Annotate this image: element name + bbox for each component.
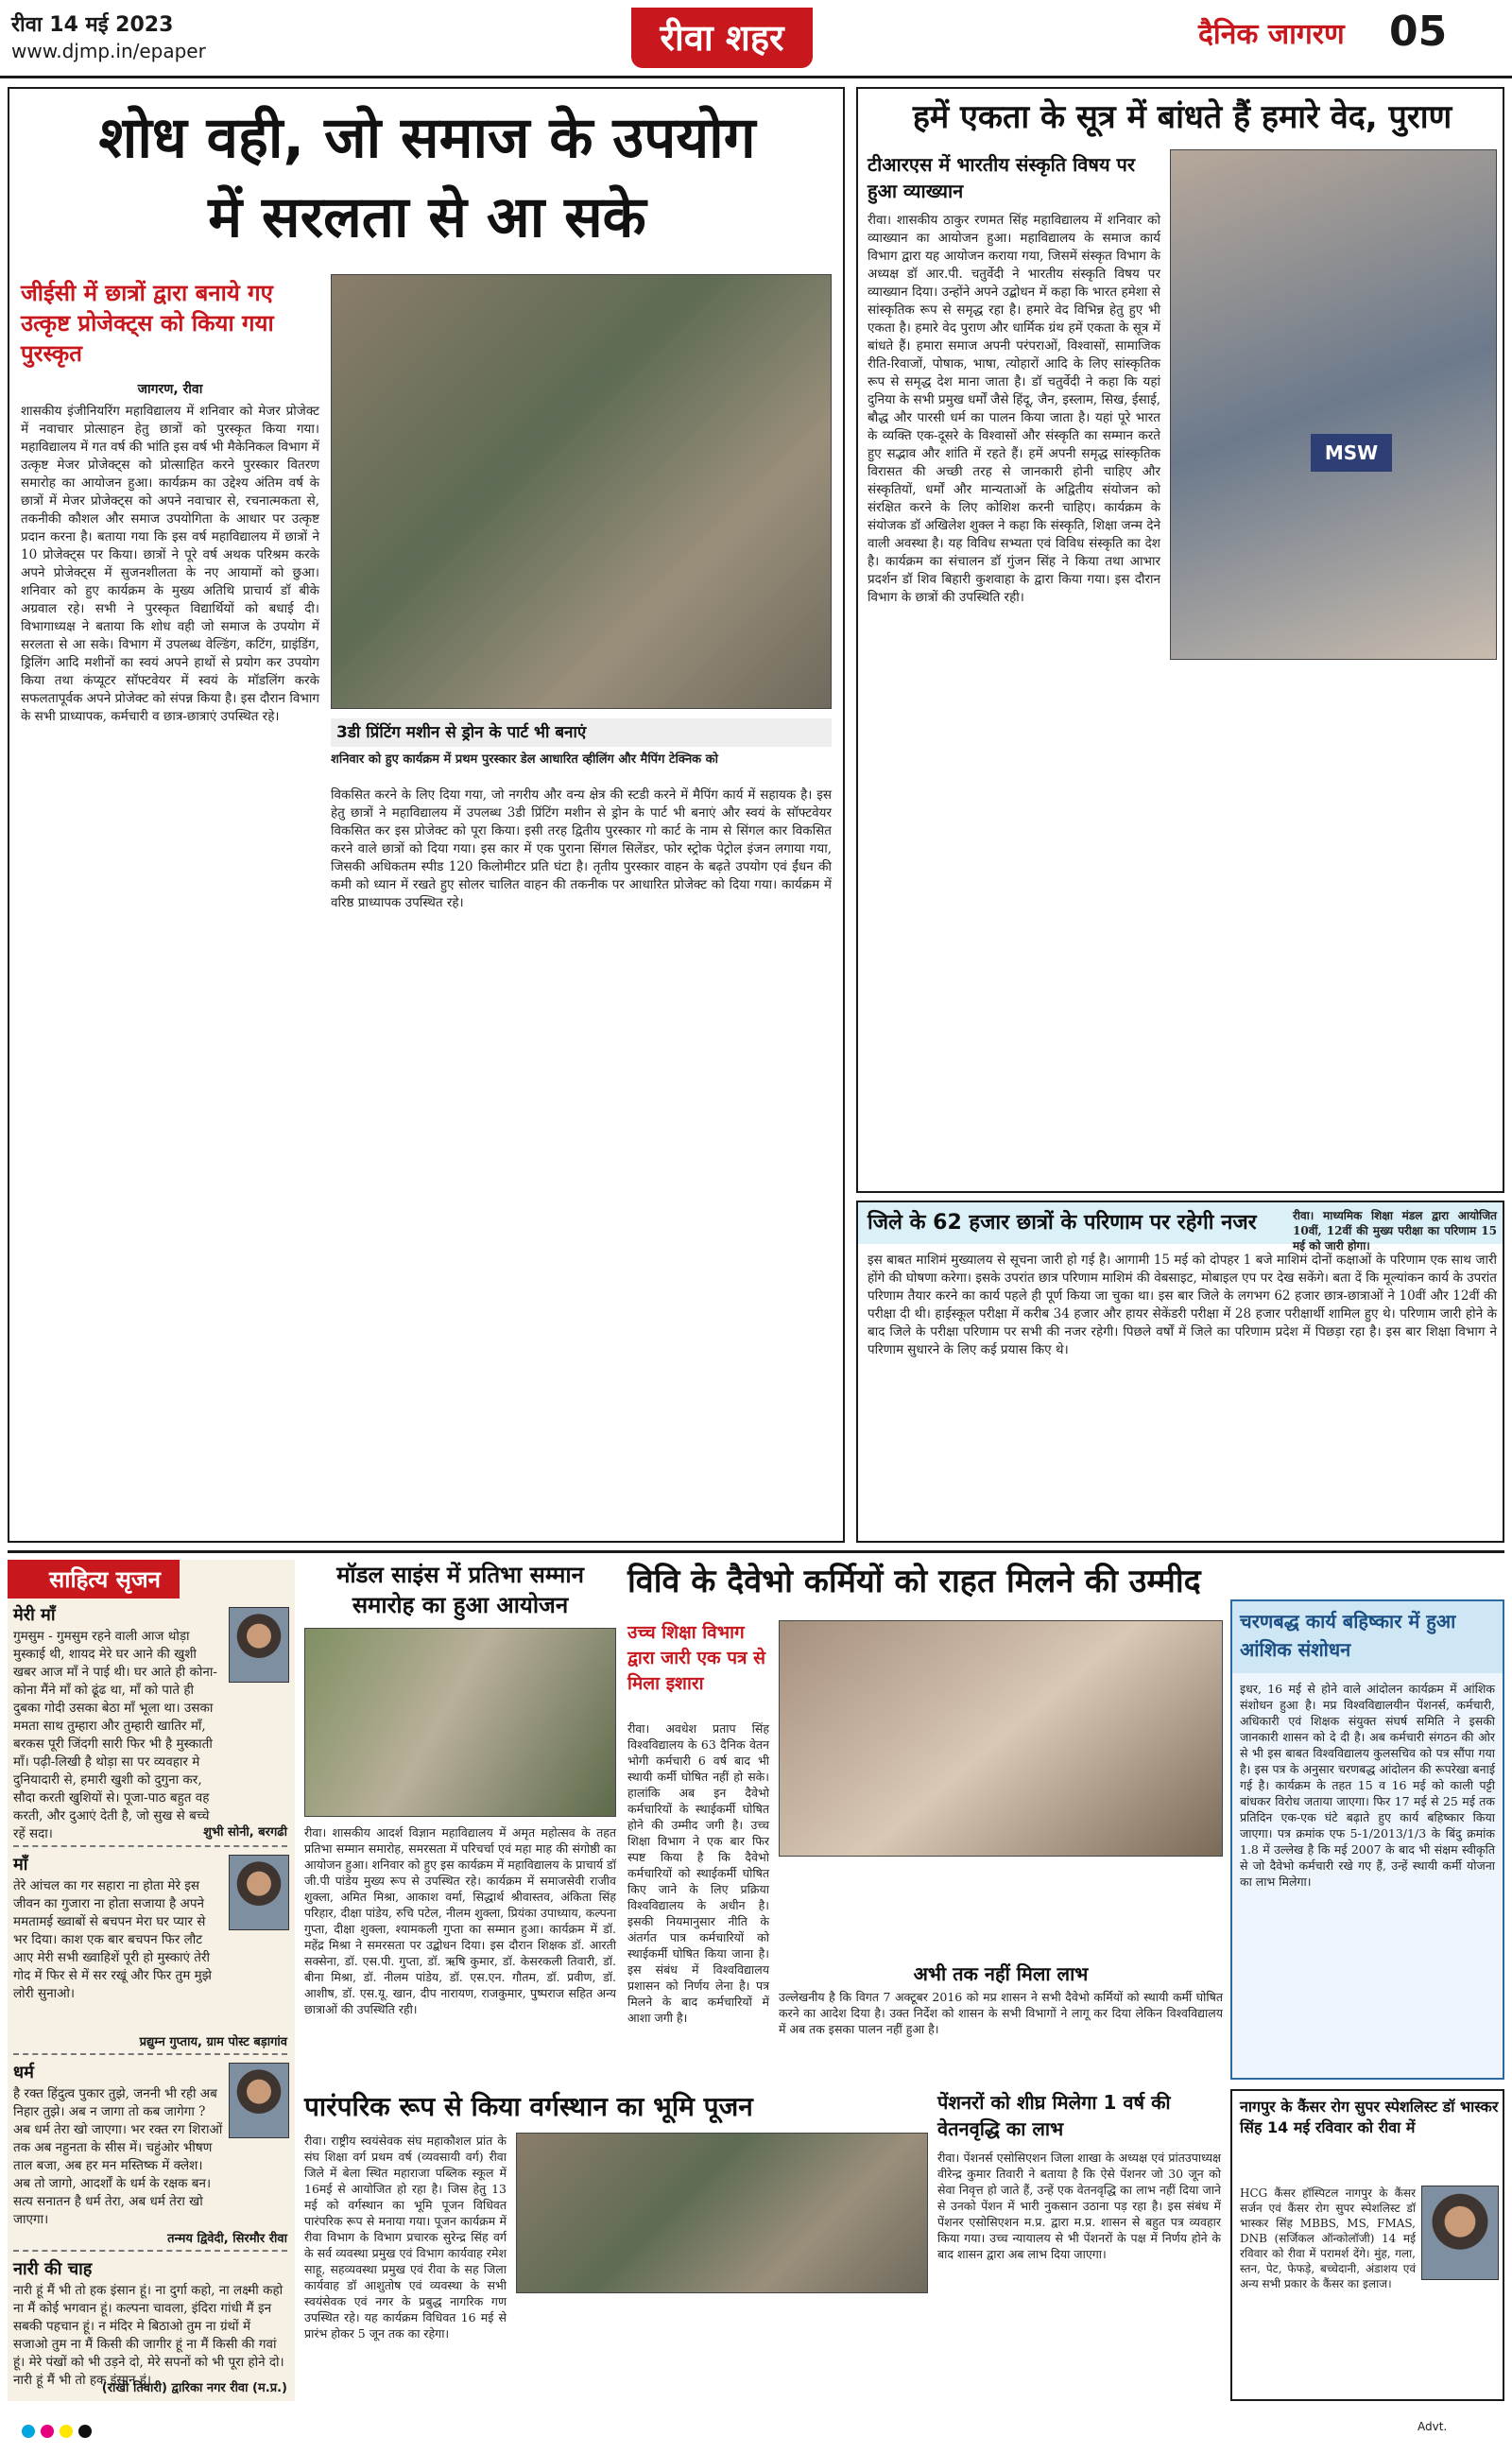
header-city-tag: रीवा शहर — [631, 8, 813, 68]
story-research-photo — [331, 274, 832, 709]
university-subhead-2: अभी तक नहीं मिला लाभ — [913, 1962, 1089, 1985]
poem-divider — [13, 2053, 287, 2055]
story-research-headline — [21, 98, 833, 257]
poet-2-photo — [229, 1855, 289, 1930]
poem-2-text: तेरे आंचल का गर सहारा ना होता मेरे इस जीवन का गुजारा ना होता सजाया है अपने ममतामई ख्वाबों से बचपन मेरा घर प्यार से भर दिया। काश एक बार बचपन फिर लौट आए मेरी सभी ख्वाहिशें पूरी हो मुस्काएं तेरी गोद में फिर से में सर रखूं और फिर तुम मुझे लोरी सुनाओ। — [13, 1878, 212, 2001]
poem-4-text: नारी हूं मैं भी तो हक इंसान हूं। ना दुर्गा कहो, ना लक्ष्मी कहो ना मैं कोई भगवान हूं। कल्पना चावला, इंदिरा गांधी मैं इन सबकी पहचान हूं। न मंदिर मे बिठाओ तुम ना ग्रंथों में सजाओ तुम ना मैं किसी की जागीर हूं ना मैं किसी की गवां हूं। मेरे पंखों को भी उड़ने दो, मेरे सपनों को भी पूरा होने दो। नारी हूं मैं भी तो हक इंसान हूं। — [13, 2283, 284, 2388]
pension-body: रीवा। पेंशनर्स एसोसिएशन जिला शाखा के अध्यक्ष एवं प्रांतउपाध्यक्ष वीरेन्द्र कुमार तिवारी ने बताया है कि ऐसे पेंशनर जो 30 जून को सेवा निवृत्त हो जाते हैं, उन्हें एक वेतनवृद्धि का लाभ नहीं दिया जाने से उनको पेंशन में भारी नुकसान उठाना पड़ रहा है। इस संबंध में पेंशनर एसोसिएशन म.प्र. द्वारा म.प्र. शासन से बहुत पत्र व्यवहार किया गया। उच्च न्यायालय से भी पेंशनरों के पक्ष में निर्णय होने के बाद शासन द्वारा अब लाभ दिया जाएगा। — [937, 2151, 1221, 2261]
headline-line-2: में सरलता से आ सके — [208, 184, 646, 251]
story-vedas — [856, 87, 1504, 1193]
story-research — [8, 87, 845, 1543]
poem-4-title: नारी की चाह — [13, 2259, 93, 2279]
story-result-headline: जिले के 62 हजार छात्रों के परिणाम पर रहेगी नजर — [868, 1211, 1257, 1235]
story-vedas-photo — [1170, 149, 1497, 660]
poet-3-photo — [229, 2063, 289, 2138]
model-science-body: रीवा। शासकीय आदर्श विज्ञान महाविद्यालय में अमृत महोत्सव के तहत प्रतिभा सम्मान समारोह, समरसता में परिचर्चा एवं महा माह की संगोष्ठी का आयोजन हुआ। शनिवार को हुए इस कार्यक्रम में महाविद्यालय के प्राचार्य डॉ जी.पी पांडेय मुख्य रूप से उपस्थित रहे। कार्यक्रम में समाजसेवी राजीव शुक्ला, अमित मिश्रा, आकाश वर्मा, सिद्धार्थ श्रीवास्तव, अंकिता सिंह परिहार, दीक्षा पांडेय, रुचि पटेल, नीलम शुक्ला, प्रियंका उपाध्याय, कल्पना गुप्ता, दीक्षा शुक्ला, श्यामकली गुप्ता का सम्मान हुआ। कार्यक्रम में डॉ. महेंद्र मिश्रा ने समरसता पर उद्बोधन दिया। इस दौरान शिक्षक डॉ. आरती सक्सेना, डॉ. एस.पी. गुप्ता, डॉ. ऋषि कुमार, डॉ. केसरकली तिवारी, डॉ. बीना मिश्रा, डॉ. नीलम पांडेय, डॉ. एस.एन. गौतम, डॉ. प्रवीण, डॉ. आशीष, डॉ. एस.यू. खान, दीप नारायण, राजकुमार, पुष्पराज सहित अन्य छात्राओं की उपस्थिति रही। — [304, 1825, 616, 2016]
university-body-cont — [779, 1864, 1223, 1955]
story-research-byline: जागरण, रीवा — [137, 382, 203, 397]
poem-3-text: है रक्त हिंदुत्व पुकार तुझे, जननी भी रही अब निहार तुझे। अब न जागा तो कब जागेगा ? अब धर्म तेरा खो जाएगा। भर रक्त रग शिराओं तक अब नहुनता के सीस में। चहुंओर भीषण ताल बजा, अब हर मन मस्तिष्क में क्लेश। अब तो जागो, आदर्शों के धर्म के रक्षक बन। सत्य सनातन है धर्म तेरा, अब धर्म तेरा खो जाएगा। — [13, 2086, 223, 2227]
poem-2-author: प्रद्युम्न गुप्ताय, ग्राम पोस्ट बड़ागांव — [139, 2035, 287, 2049]
university-body: रीवा। अवधेश प्रताप सिंह विश्वविद्यालय के 63 दैनिक वेतन भोगी कर्मचारी 6 वर्ष बाद भी स्थायी कर्मी घोषित नहीं हो सके। हालांकि अब इन दैवेभो कर्मचारियों के स्थाईकर्मी घोषित होने की उम्मीद जगी है। उच्च शिक्षा विभाग ने एक बार फिर स्पष्ट किया है कि दैवेभो कर्मचारियों को स्थाईकर्मी घोषित किए जाने के लिए प्रक्रिया विश्वविद्यालय के अधीन है। इसकी नियमानुसार नीति के अंतर्गत पात्र कर्मचारियों को स्थाईकर्मी घोषित किया जाना है। इस संबंध में विश्वविद्यालय प्रशासन को निर्णय लेना है। पत्र मिलने के बाद कर्मचारियों में आशा जगी है। — [627, 1721, 769, 2025]
headline-line-1: शोध वही, जो समाज के उपयोग — [98, 105, 756, 171]
university-headline: विवि के दैवेभो कर्मियों को राहत मिलने की उम्मीद — [627, 1563, 1201, 1600]
charanbadh-body: इधर, 16 मई से होने वाले आंदोलन कार्यक्रम में आंशिक संशोधन हुआ है। मप्र विश्वविद्यालयीन पेंशनर्स, कर्मचारी, अधिकारी एवं शिक्षक संयुक्त संघर्ष समिति ने इसकी जानकारी शासन को दे दी है। अब कर्मचारी संगठन की ओर से भी इस बाबत विश्वविद्यालय कुलसचिव को पत्र सौंपा गया है। इस पत्र के अनुसार चरणबद्ध आंदोलन की रूपरेखा बनाई गई है। कार्यक्रम के तहत 15 व 16 मई को काली पट्टी बांधकर विरोध जताया जाएगा। फिर 17 मई से 25 मई तक प्रतिदिन एक-एक घंटे बढ़ाते हुए कार्य बहिष्कार किया जाएगा। पत्र क्रमांक एफ 5-1/2013/1/3 के बिंदु क्रमांक 1.8 में उल्लेख है कि मई 2007 के बाद भी संक्षम स्वीकृति से जो दैवेभो कर्मचारी रखे गए हैं, उन्हें स्थायी कर्मी योजना का लाभ मिलेगा। — [1240, 1682, 1495, 1889]
story-research-body: शासकीय इंजीनियरिंग महाविद्यालय में शनिवार को मेजर प्रोजेक्ट में नवाचार प्रोत्साहन हेतु छात्रों को पुरस्कृत किया गया। महाविद्यालय में गत वर्ष की भांति इस वर्ष भी मैकेनिकल विभाग में उत्कृष्ट मेजर प्रोजेक्ट्स को प्रोत्साहित करने पुरस्कार वितरण समारोह का आयोजन हुआ। कार्यक्रम का उद्देश्य अंतिम वर्ष के छात्रों में मेजर प्रोजेक्ट्स को अपने नवाचार से, रचनात्मकता से, तकनीकी कौशल और समाज उपयोगिता के आधार पर उत्कृष्ट प्रदान करना है। बताया गया कि इस वर्ष महाविद्यालय में छात्रों ने 10 प्रोजेक्ट्स पर किया। छात्रों ने पूरे वर्ष अथक परिश्रम करके अपने प्रोजेक्ट्स में सुजनशीलता के नए आयामों को छुआ। शनिवार को हुए कार्यक्रम के मुख्य अतिथि प्राचार्य डॉ बीके अग्रवाल रहे। सभी ने पुरस्कृत विद्यार्थियों को बधाई दी। विभागाध्यक्ष ने बताया कि शोध वही जो समाज के उपयोग में सरलता से आ सके। विभाग में उपलब्ध वेल्डिंग, कटिंग, ग्राइंडिंग, ड्रिलिंग आदि मशीनों का स्वयं अपने हाथों से प्रयोग कर उपयोग किया तथा कंप्यूटर सॉफ्टवेयर में स्वयं के मॉडलिंग करके सफलतापूर्वक अपने प्रोजेक्ट को संपन्न किया है। इस दौरान विभाग के सभी प्राध्यापक, कर्मचारी व छात्र-छात्राएं उपस्थित रहे। — [21, 404, 319, 724]
photo-caption-body: विकसित करने के लिए दिया गया, जो नगरीय और वन्य क्षेत्र की स्टडी करने में मैपिंग कार्य में सहायक है। इस हेतु छात्रों ने महाविद्यालय में उपलब्ध 3डी प्रिंटिंग मशीन से ड्रोन के पार्ट भी बनाएं और स्वयं के सॉफ्टवेयर विकसित कर इस प्रोजेक्ट को पूरा किया। इसी तरह द्वितीय पुरस्कार गो कार्ट के नाम से सिंगल कार विकसित करने वाले छात्रों को दिया गया। इस कार में एक पुराना सिंगल सिलेंडर, फोर स्ट्रोक पेट्रोल इंजन लगाया गया, जिसकी अधिकतम स्पीड 120 किलोमीटर प्रति घंटा है। तृतीय पुरस्कार वाहन के बढ़ते उपयोग एवं ईंधन की कमी को ध्यान में रखते हुए सोलर चालित वाहन की तकनीक पर आधारित प्रोजेक्ट को दिया गया। कार्यक्रम में वरिष्ठ प्राध्यापक उपस्थित रहे। — [331, 787, 832, 910]
msw-banner: MSW — [1311, 434, 1392, 472]
pension-headline: पेंशनरों को शीघ्र मिलेगा 1 वर्ष की वेतनवृद्धि का लाभ — [937, 2091, 1171, 2140]
story-model-science — [304, 1560, 616, 2080]
poem-3-title: धर्म — [13, 2063, 34, 2082]
model-science-photo — [304, 1628, 616, 1817]
poem-divider — [13, 1845, 287, 1847]
header-page-number: 05 — [1389, 8, 1448, 56]
bhoomi-photo — [516, 2133, 928, 2293]
poem-1-title: मेरी माँ — [13, 1605, 56, 1625]
poem-3-author: तन्मय द्विवेदी, सिरमौर रीवा — [167, 2232, 287, 2246]
photo-caption-bar — [331, 718, 832, 747]
sahitya-sidebar — [8, 1560, 295, 2401]
story-research-subhead: जीईसी में छात्रों द्वारा बनाये गए उत्कृष्ट प्रोजेक्ट्स को किया गया पुरस्कृत — [21, 280, 274, 367]
page-header — [0, 0, 1512, 78]
bhoomi-body: रीवा। राष्ट्रीय स्वयंसेवक संघ महाकौशल प्रांत के संघ शिक्षा वर्ग प्रथम वर्ष (व्यवसायी वर्ग) रीवा जिले में बेला स्थित महाराजा पब्लिक स्कूल में 16मई से आयोजित हो रहा है। जिस हेतु 13 मई को वर्गस्थान का भूमि पूजन विधिवत पारंपरिक रूप से मनाया गया। पूजन कार्यक्रम में रीवा विभाग के विभाग प्रचारक सुरेन्द्र सिंह वर्ग के सर्व व्यवस्था प्रमुख एवं विभाग कार्यवाह रमेश साहू, सहव्यवस्था प्रमुख एवं रीवा के सह जिला कार्यवाह डॉ आशुतोष एवं व्यवस्था के सभी स्वयंसेवक एवं नगर के प्रबुद्ध नागरिक गण उपस्थित रहे। यह कार्यक्रम विधिवत 16 मई से प्रारंभ होकर 5 जून तक का रहेगा। — [304, 2134, 507, 2341]
story-vedas-subhead: टीआरएस में भारतीय संस्कृति विषय पर हुआ व्याख्यान — [868, 153, 1136, 202]
print-registration-strip — [0, 2409, 1512, 2454]
story-charanbadh — [1230, 1599, 1504, 2080]
poem-4-author: (राखी तिवारी) द्वारिका नगर रीवा (म.प्र.) — [101, 2381, 287, 2395]
model-science-headline: मॉडल साइंस में प्रतिभा सम्मान समारोह का हुआ आयोजन — [336, 1562, 584, 1618]
story-vedas-body-cont — [1170, 671, 1497, 1176]
header-paper-name: दैनिक जागरण — [1198, 18, 1345, 51]
magenta-dot — [41, 2425, 54, 2438]
photo-caption-title: 3डी प्रिंटिंग मशीन से ड्रोन के पार्ट भी बनाएं — [336, 723, 587, 742]
sahitya-tag: साहित्य सृजन — [8, 1560, 180, 1599]
poem-1-author: शुभी सोनी, बरगढी — [203, 1825, 287, 1840]
advt-credit: Advt. — [1418, 2420, 1448, 2433]
ad-cancer-doctor-photo — [1421, 2186, 1499, 2280]
ad-cancer-title: नागपुर के कैंसर रोग सुपर स्पेशलिस्ट डॉ भास्कर सिंह 14 मई रविवार को रीवा में — [1240, 2098, 1499, 2136]
section-divider — [8, 1550, 1504, 1553]
photo-caption-lead: शनिवार को हुए कार्यक्रम में प्रथम पुरस्कार डेल आधारित व्हीलिंग और मैपिंग टेक्निक को — [331, 752, 719, 767]
story-result-body: इस बाबत माशिमं मुख्यालय से सूचना जारी हो गई है। आगामी 15 मई को दोपहर 1 बजे माशिमं दोनों कक्षाओं के परिणाम एक साथ जारी होंगे की घोषणा करेगा। इसके उपरांत छात्र परिणाम माशिमं की वेबसाइट, मोबाइल एप पर देख सकेंगे। बता दें कि मूल्यांकन कार्य के उपरांत परिणाम तैयार करने का कार्य पहले ही पूर्ण किया जा चुका था। इस बार जिले के लगभग 62 हजार छात्र-छात्राओं ने 10वीं और 12वीं की परीक्षा दी थी। हाईस्कूल परीक्षा में करीब 34 हजार और हायर सेकेंडरी परीक्षा में 28 हजार परीक्षार्थी शामिल हुए थे। परिणाम जारी होने के बाद जिले के परीक्षा परिणाम पर सभी की नजर रहेगी। पिछले वर्षों में जिले का परिणाम प्रदेश में पिछड़ा रहा है। इस बार शिक्षा विभाग ने परिणाम सुधारने के लिए कई प्रयास किए थे। — [868, 1253, 1497, 1357]
ad-cancer-body: HCG कैंसर हॉस्पिटल नागपुर के कैंसर सर्जन एवं कैंसर रोग सुपर स्पेशलिस्ट डॉ भास्कर सिंह MBBS, MS, FMAS, DNB (सर्जिकल ऑन्कोलॉजी) 14 मई रविवार को रीवा में परामर्श देंगे। मुंह, गला, स्तन, पेट, फेफड़े, बच्चेदानी, अंडाशय एवं अन्य सभी प्रकार के कैंसर का इलाज। — [1240, 2186, 1416, 2290]
black-dot — [78, 2425, 92, 2438]
poem-divider — [13, 2250, 287, 2252]
header-url[interactable]: www.djmp.in/epaper — [11, 40, 206, 62]
university-gate-photo — [779, 1620, 1223, 1857]
university-body-2: उल्लेखनीय है कि विगत 7 अक्टूबर 2016 को मप्र शासन ने सभी दैवेभो कर्मियों को स्थायी कर्मी घोषित करने का आदेश दिया है। उक्त निर्देश को शासन के सभी विभागों ने लागू कर दिया लेकिन विश्वविद्यालय में अब तक इसका पालन नहीं हुआ है। — [779, 1990, 1223, 2036]
story-pension — [937, 2089, 1221, 2401]
story-result-lead: रीवा। माध्यमिक शिक्षा मंडल द्वारा आयोजित 10वीं, 12वीं की मुख्य परीक्षा का परिणाम 15 मई को जारी होगा। — [1293, 1209, 1497, 1253]
story-university — [627, 1560, 1223, 2080]
university-subhead: उच्च शिक्षा विभाग द्वारा जारी एक पत्र से मिला इशारा — [627, 1622, 765, 1694]
story-result — [856, 1201, 1504, 1543]
header-date: रीवा 14 मई 2023 — [11, 13, 174, 37]
ad-cancer[interactable] — [1230, 2089, 1504, 2401]
poet-1-photo — [229, 1607, 289, 1683]
story-vedas-body: रीवा। शासकीय ठाकुर रणमत सिंह महाविद्यालय में शनिवार को व्याख्यान का आयोजन हुआ। महाविद्यालय के समाज कार्य विभाग द्वारा यह आयोजन कराया गया, जिसमें संस्कृत विभाग के अध्यक्ष डॉ आर.पी. चतुर्वेदी ने भारतीय संस्कृति विषय पर व्याख्यान दिया। उन्होंने अपने उद्बोधन में कहा कि भारत हमेशा से सांस्कृतिक रूप से समृद्ध रहा है। हमारे वेद विभिन्न हेतु हुए भी एकता है। हमारे वेद पुराण और धार्मिक ग्रंथ हमें एकता के सूत्र में बांधते हैं। हमारा समाज अपनी परंपराओं, विश्वासों, सामाजिक रीति-रिवाजों, पोषाक, भाषा, त्योहारों आदि के लिए सांस्कृतिक रूप से समृद्ध देश माना जाता है। डॉ चतुर्वेदी ने कहा कि यहां दुनिया के सभी प्रमुख धर्मों जैसे हिंदू, जैन, इस्लाम, सिख, ईसाई, बौद्ध और पारसी धर्म का पालन किया जाता है। यहां पूरे भारत के व्यक्ति एक-दूसरे के विश्वासों और संस्कृति का सम्मान करते हुए सद्भाव और शांति में रहते हैं। हमें अपनी समृद्ध सांस्कृतिक विरासत की अच्छी तरह से जानकारी होनी चाहिए और संस्कृतियों, धर्मों और मान्यताओं के अद्वितीय संयोजन को संरक्षित करने के लिए कोशिश करनी चाहिए। कार्यक्रम के संयोजक डॉ अखिलेश शुक्ल ने कहा कि संस्कृति, शिक्षा जन्म देने वाली अवस्था है। यह विविध सभ्यता एवं विविध संस्कृति का देश है। कार्यक्रम का संचालन डॉ गुंजन सिंह ने किया तथा आभार प्रदर्शन डॉ शिव बिहारी कुशवाहा के द्वारा किया गया। इस दौरान विभाग के छात्रों की उपस्थिति रही। — [868, 213, 1160, 605]
yellow-dot — [60, 2425, 73, 2438]
cmyk-marks-left — [19, 2424, 94, 2442]
cyan-dot — [22, 2425, 35, 2438]
bhoomi-headline: पारंपरिक रूप से किया वर्गस्थान का भूमि पूजन — [304, 2091, 753, 2122]
poem-1-text: गुमसुम - गुमसुम रहने वाली आज थोड़ा मुस्काई थी, शायद मेरे घर आने की खुशी खबर आज माँ ने पाई थी। घर आते ही कोना-कोना मैंने माँ को ढूंढ था, माँ को पाते ही दुबका गोदी उसका बेठा माँ भूला था। उसका ममता साथ तुम्हारा और तुम्हारी खातिर माँ, बरकस पूरी जिंदगी सारी फिर भी है मुस्काती माँ। पढ़ी-लिखी है थोड़ा सा पर व्यवहार मे दुनियादारी से, हमारी खुशी को दुगुना कर, सौदा करती खुशियों से। पूजा-पाठ बहुत वह करती, और दुआएं देती है, जो सुख से बच्चे रहें सदा। — [13, 1629, 217, 1841]
charanbadh-headline: चरणबद्ध कार्य बहिष्कार में हुआ आंशिक संशोधन — [1240, 1610, 1456, 1661]
story-vedas-headline: हमें एकता के सूत्र में बांधते हैं हमारे वेद, पुराण — [912, 98, 1452, 136]
poem-2-title: माँ — [13, 1855, 28, 1875]
